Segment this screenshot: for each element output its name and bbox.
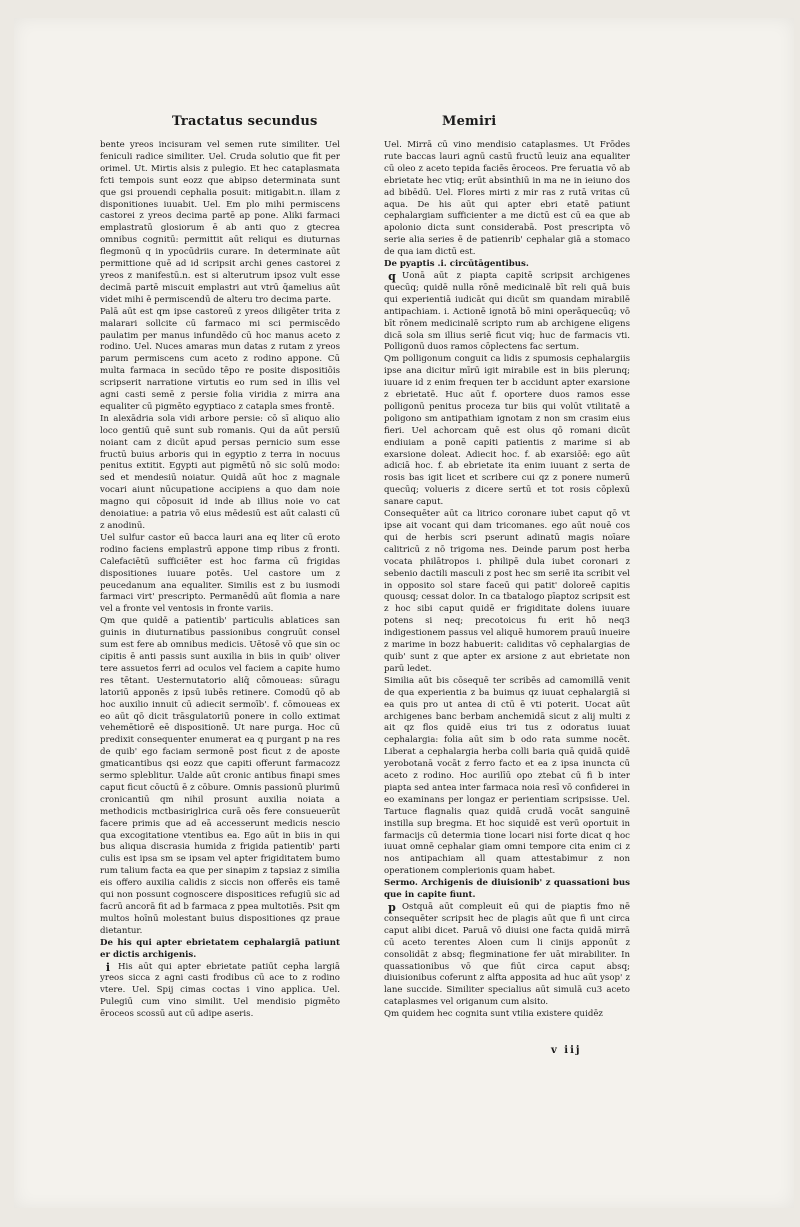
paragraph <box>384 271 630 354</box>
running-head-right: Memiri <box>442 114 497 129</box>
running-head-left: Tractatus secundus <box>172 114 318 129</box>
paragraph: Qm polligonum conguit ca lidis z spumosis cephalargiis ipse ana dicitur mīrū igit mirabile est in biis plerunq; iuuare id z enim frequen ter b accidunt apter exarsione z ebrietatē. Huc aūt f. oportere duos ramos esse polligonū penitus proceza tur biis qui volūt vtilitatē a poligono sm antipathiam ignotam z non sm crasim eius fieri. Uel achorcam quē est olus qō romani dicūt endiuiam a ponē capiti patientis z marime si ab exarsione doleat. Adiecit hoc. f. ab exarsiōē: ego aūt adiciā hoc. f. ab ebrietate ita enim iuuant z serta de rosis bas igit licet et scribere cui qz z ponere numerū quecūq; volueris z dicere sertū et tot rosis cōplexū sanare caput. <box>384 354 630 508</box>
paragraph: Similia aūt bis cōsequē ter scribēs ad camomillā venit de qua experientia z ba buimus qz iuuat cephalargiā si ea quis pro ut antea di ctū ē vti poterit. Uocat aūt archigenes banc berbam anchemidā sicut z alij multi z ait qz flos quidē eius tri tus z odoratus iuuat cephalargia: folia aūt sim b odo rata summe nocēt. Liberat a cephalargia herba colli baria quā quidā quidē yerobotanā vocāt z ferro facto et ea z ipsa inuncta cū aceto z rodino. Hoc aurilīū opo ztebat cū fi b inter piapta sed antea inter farmaca noia resī vō confiderei in eo examinans per longaz er perientiam scripsisse. Uel. Tartuce flagnalis quaz quidā crudā vocāt sanguinē instilla sup bregma. Et hoc siquidē est verū oportuit in farmacijs cū determia tione locari nisi forte dicat q hoc iuuat omnē cephalar giam omni tempore cita enim ci z nos antipachiam all quam attestabimur z non operationem complerionis quam habet. <box>384 675 630 877</box>
drop-letter: q <box>388 269 396 283</box>
signature-mark: v iij <box>551 1045 582 1056</box>
paragraph <box>384 902 630 1009</box>
paragraph: bente yreos incisuram vel semen rute similiter. Uel feniculi radice similiter. Uel. Cruda solutio que fit per orimel. Ut. Mirtis alsis z pulegio. Et hec cataplasmata fcti tempois sunt eozz que abipso determinata sunt que gsi prouendi cephalia posuit: mitigabit.n. illam z disponitiones iuuabit. Uel. Em plo mihi permiscens castorei z yreos decima partē ap pone. Aliki farmaci emplastratū glosiorum ē ab anti quo z gtecrea omnibus cognitū: permittit aūt reliqui es diuturnas flegmonū q in ypocūdriis curare. In determinate aūt permittione quē ad id scripsit archi genes castorei z yreos z manifestū.n. est si alterutrum ipsoz vult esse decimā partē miscuit emplastri aut vtrū q̄amelius aūt videt mihi ē permiscendū de alteru tro decima parte. <box>100 140 340 305</box>
right-text-column <box>384 140 630 1021</box>
paragraph: In alexādria sola vidi arbore persie: cō sī aliquo alio loco gentiū quē sunt sub romanis. Qui da aūt persiū noiant cam z dicūt apud persas pernicio sum esse fructū buius arboris qui in egyptio z terra in nocuus penitus extitit. Egypti aut pigmētū nō sic solū modo: sed et mendesiū noiatur. Quidā aūt hoc z magnale vocari aiunt nūcupatione accipiens a quo dam noie magno qui cōposuit id inde ab illius noie vo cat denoiatiue: a patria vō eius mēdesiū est aūt calasti cū z anodinū. <box>100 413 340 531</box>
paragraph: Consequēter aūt ca litrico coronare iubet caput qō vt ipse ait vocant qui dam tricomanes. ego aūt nouē cos qui de herbis scri pserunt adinatū magis noīare calitricū z nō trigoma nes. Deinde parum post herba vocata philātropos i. philipē dula iubet coronari z sebenio dactili masculi z post hec sm seriē ita scribit vel in opposito sol stare faceū qui patit' doloreē capitis quousq; cessat dolor. In ca tbatalogo pīaptoz scripsit est z hoc sibi caput quidē er frigiditate dolens iuuare potens si neq; precotoicus fu erit hō neq3 indigestionem passus vel aliquē humorem prauū inueire z marime in bozz habuerit: caliditas vō cephalargias de quib' sunt z que apter ex arsione z aut ebrietate non parū ledet. <box>384 509 630 674</box>
paragraph-text: Ostquā aūt compleuit eū qui de piaptis fmo nē consequēter scripsit hec de plagis aūt que fi unt circa caput alibi dicet. Paruā vō diuisi one facta quidā mirrā cū aceto terentes Aloen cum li cinijs apponūt z consolidāt z absq; flegminatione fer uāt mirabiliter. In quassationibus vō que fiūt circa caput absq; diuisionibus coferunt z alfta apposita ad huc aūt ysop' z lane succide. Similiter specialius aūt simulā cu3 aceto cataplasmes vel origanum cum alsito. <box>384 902 630 1008</box>
drop-letter: p <box>388 901 396 914</box>
paragraph: Palā aūt est qm ipse castoreū z yreos diligēter trita z malarari sollcite cū farmaco mi sci permiscēdo paulatim per manus infundēdo cū hoc manus aceto z rodino. Uel. Nuces amaras mun datas z rutam z yreos parum permiscens cum aceto z rodino appone. Cū multa farmaca in secūdo tēpo re posite dispositiōis scripserit narratione virtutis eo rum sed in illis vel agni casti semē z persie folia viridia z mirra ana equaliter cū pigmēto egyptiaco z catapla smes frontē. <box>100 306 340 412</box>
paragraph: Uel. Mirrā cū vino mendisio cataplasmes. Ut Frōdes rute baccas lauri agnū castū fructū leuiz ana equaliter cū oleo z aceto tepida faciēs ēroceos. Pre feruatia vō ab ebrietate hec vtiq; erūt absinthiū in ma ne in ieiuno dos ad bibēdū. Uel. Flores mirti z mir ras z rutā vritas cū aqua. De his aūt qui apter ebri etatē patiunt cephalargiam sufficienter a me dictū est cū ea que ab apolonio dicta sunt considerabā. Post prescripta vō serie alia series ē de patienrib' cephalar giā a stomaco de qua iam dictū est. <box>384 140 630 258</box>
drop-letter: i <box>105 960 111 974</box>
paragraph-text: Uonā aūt z piapta capitē scripsit archigenes quecūq; quidē nulla rōnē medicinalē bīt reli quā buis qui experientiā iudicāt qui dicūt sm quandam mirabilē antipachiam. i. Actionē ignotā bō mini operāquecūq; vō bīt rōnem medicinalē scripto rum ab archigene eligens dicā sola sm illius seriē ficut viq; huc de farmacis vti. Polligonū duos ramos cōplectens fac sertum. <box>384 270 630 353</box>
paragraph: Uel sulfur castor eū bacca lauri ana eq liter cū eroto rodino faciens emplastrū appone timp ribus z fronti. Calefaciētū sufficiēter est hoc farma cū frigidas dispositiones iuuare potēs. Uel castore um z peucedanum ana equaliter. Similis est z bu iusmodi farmaci virt' prescripto. Permanēdū aūt flomia a nare vel a fronte vel ventosis in fronte variis. <box>100 532 340 615</box>
left-text-column <box>100 140 340 1021</box>
section-heading: De his qui apter ebrietatem cephalargiā patiunt er dictis archigenis. <box>100 937 340 960</box>
paragraph: Qm que quidē a patientib' particulis ablatices san guinis in diuturnatibus passionibus congruūt consel sum est fere ab omnibus medicis. Uētosē vō que sin oc cipitis ē anti passis sunt auxilia in biis in quib' oliver tere assuetos ferri ad oculos vel faciem a capite humo res tētant. Uesternutatorio aliq̄ cōmoueas: sūragu latoriū apponēs z ipsū iubēs retinere. Comodū qō ab hoc auxilio innuit cū adiecit sermoīb'. f. cōmoueas ex eo aūt qō dicit trāsgulatoriū ponere in collo extimat vehemētiorē eē dispositionē. Ut nare purga. Hoc cū predixit consequenter enumerat ea q purgant p na res de quib' ego faciam sermonē post ficut z de aposte gmaticantibus qsi eozz que capiti offerunt farmacozz sermo spleblitur. Ualde aūt cronic antibus finapi smes caput ficut cōuctū ē z cōbure. Omnis passionū plurimū cronicantiū qm nihil prosunt auxilia noiata a methodicis mctbasiriglrica curā oēs fere consueuerūt facere primis que ad eā accesserunt medicis nescio qua excogitatione vtentibus ea. Ego aūt in biis in qui bus aliqua discrasia humida z frigida patientib' parti culis est ipsa sm se ipsam vel apter frigiditatem bumo rum talium facta ea que per sinapim z tapsiaz z similia eis offero auxilia calidis z siccis non offerēs eis tamē qui non possunt cognoscere dispositices refugiū sic ad facrū ancorā fit ad b farmaca z ppea multotiēs. Psit qm multos hoīnū molestant buius dispositiones qz praue dietantur. <box>100 616 340 936</box>
section-heading: De pyaptis .i. circūtāgentibus. <box>384 259 529 270</box>
paragraph-text: His aūt qui apter ebrietate patiūt cepha largiā yreos sicca z agni casti frodibus cū ace to z rodino vtere. Uel. Spij cimas coctas i vino applica. Uel. Pulegiū cum vino similit. Uel mendisio pigmēto ēroceos scossū aut cū adipe aseris. <box>100 961 340 1020</box>
paragraph <box>100 962 340 1022</box>
book-page <box>14 18 794 1208</box>
section-heading: Sermo. Archigenis de diuisionib' z quassationi bus que in capite fiunt. <box>384 878 630 901</box>
paragraph: Qm quidem hec cognita sunt vtilia existere quidēz <box>384 1009 603 1020</box>
